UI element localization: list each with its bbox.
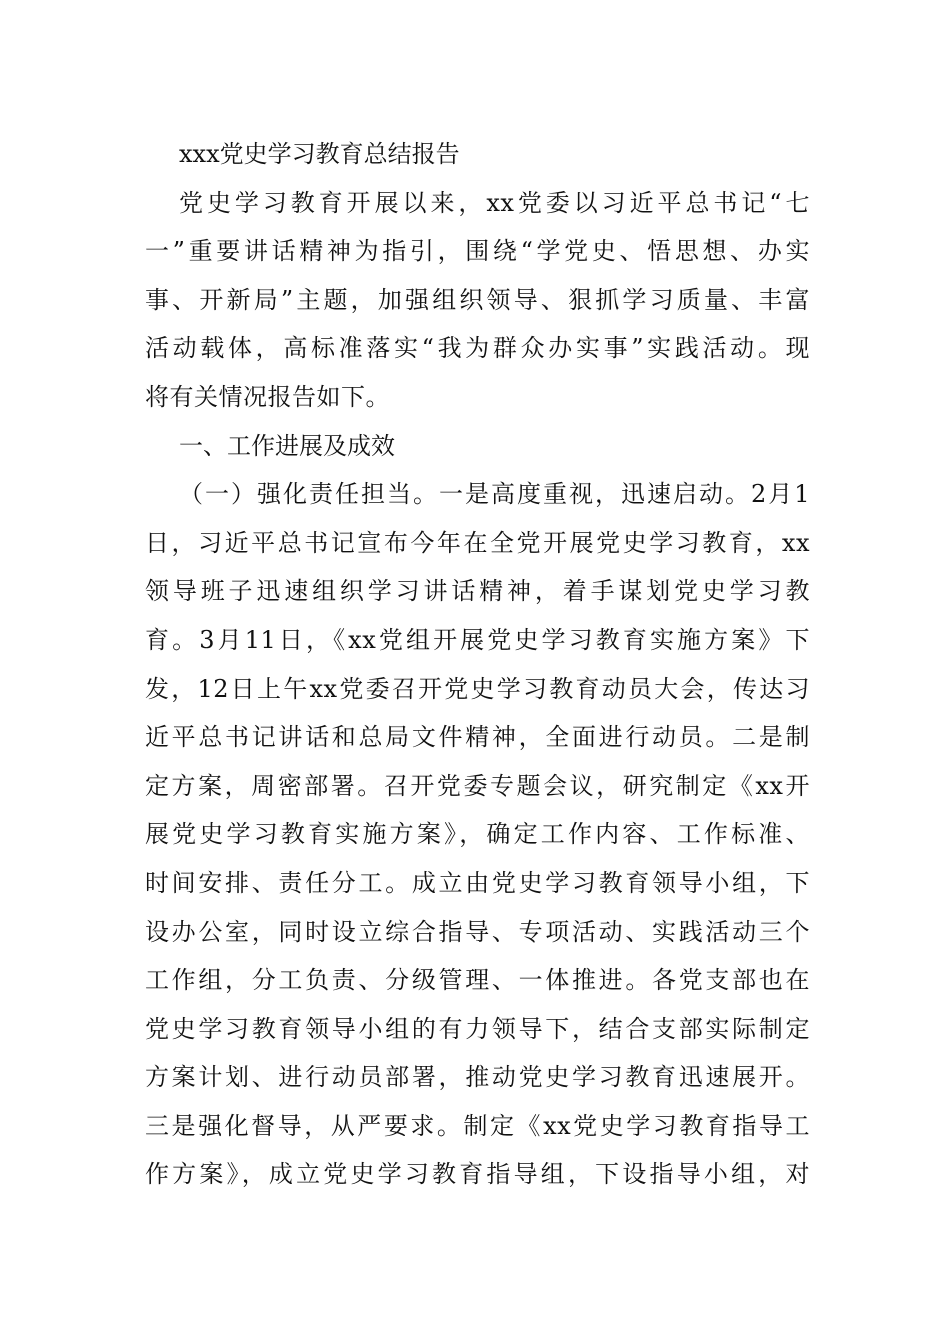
body-line-12: 党史学习教育领导小组的有力领导下，结合支部实际制定 xyxy=(145,1014,810,1043)
section-heading: 一、工作进展及成效 xyxy=(179,431,395,460)
document-title: xxx党史学习教育总结报告 xyxy=(179,140,460,168)
body-line-11: 工作组，分工负责、分级管理、一体推进。各党支部也在 xyxy=(145,966,810,995)
body-line-3: 领导班子迅速组织学习讲话精神，着手谋划党史学习教 xyxy=(145,577,810,606)
body-line-1: （一）强化责任担当。一是高度重视，迅速启动。2月1 xyxy=(179,480,810,509)
body-line-2: 日，习近平总书记宣布今年在全党开展党史学习教育，xx xyxy=(145,528,810,557)
body-line-5: 发，12日上午xx党委召开党史学习教育动员大会，传达习 xyxy=(145,674,810,703)
body-line-4: 育。3月11日，《xx党组开展党史学习教育实施方案》下 xyxy=(145,625,810,654)
body-line-7: 定方案，周密部署。召开党委专题会议，研究制定《xx开 xyxy=(145,771,810,800)
document-body xyxy=(145,130,810,1199)
body-line-10: 设办公室，同时设立综合指导、专项活动、实践活动三个 xyxy=(145,917,810,946)
body-line-6: 近平总书记讲话和总局文件精神，全面进行动员。二是制 xyxy=(145,723,810,752)
body-line-8: 展党史学习教育实施方案》，确定工作内容、工作标准、 xyxy=(145,820,810,849)
intro-line-5: 将有关情况报告如下。 xyxy=(145,382,390,411)
body-line-9: 时间安排、责任分工。成立由党史学习教育领导小组，下 xyxy=(145,868,810,897)
intro-line-2: 一”重要讲话精神为指引，围绕“学党史、悟思想、办实 xyxy=(145,237,810,266)
intro-line-3: 事、开新局”主题，加强组织领导、狠抓学习质量、丰富 xyxy=(145,285,810,314)
intro-line-4: 活动载体，高标准落实“我为群众办实事”实践活动。现 xyxy=(145,334,810,363)
body-line-15: 作方案》，成立党史学习教育指导组，下设指导小组，对 xyxy=(145,1160,810,1189)
intro-line-1: 党史学习教育开展以来，xx党委以习近平总书记“七 xyxy=(179,188,810,217)
body-line-14: 三是强化督导，从严要求。制定《xx党史学习教育指导工 xyxy=(145,1111,810,1140)
body-line-13: 方案计划、进行动员部署，推动党史学习教育迅速展开。 xyxy=(145,1063,810,1092)
